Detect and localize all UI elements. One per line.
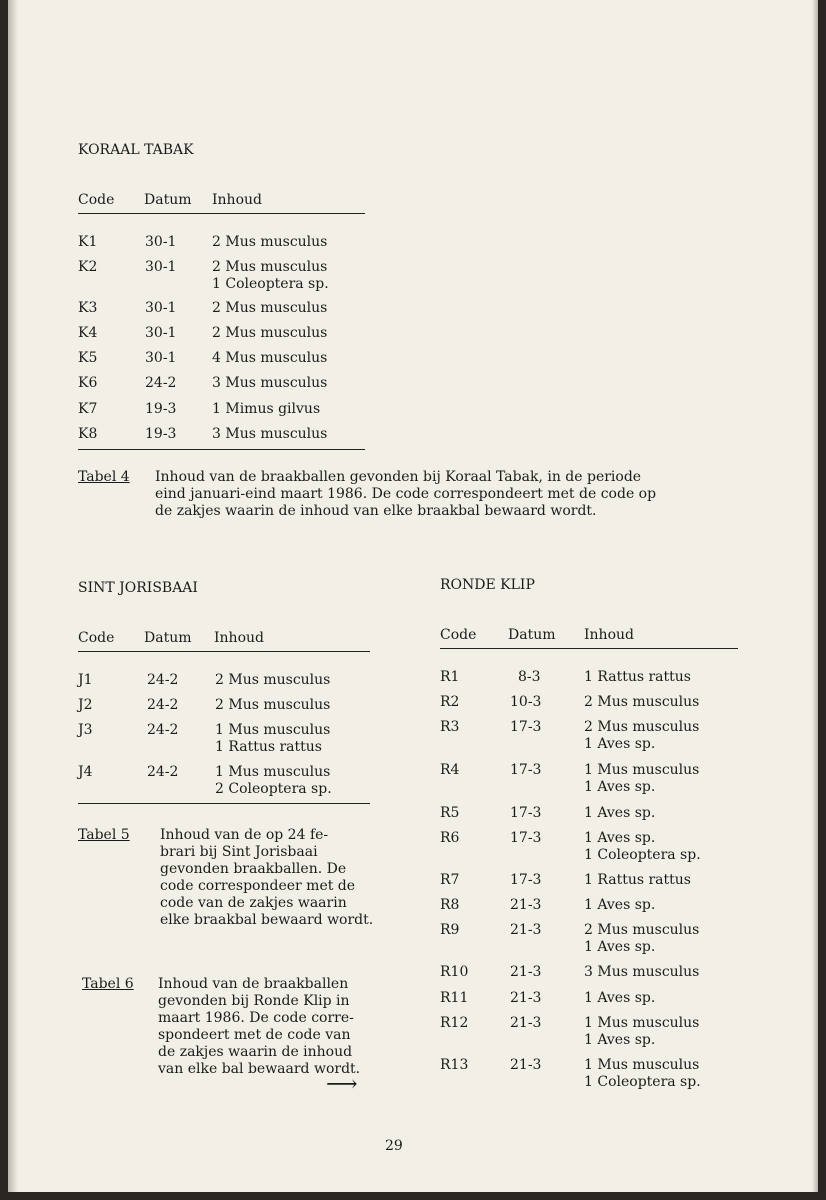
koraal-row-item: 3 Mus musculus: [212, 426, 328, 442]
koraal-title: KORAAL TABAK: [78, 142, 194, 158]
sint-header-datum: Datum: [144, 630, 192, 646]
ronde-row-code: R12: [440, 1015, 469, 1031]
sint-row-item: 1 Rattus rattus: [215, 739, 322, 755]
ronde-header-rule: [440, 648, 738, 649]
ronde-row-item: 1 Mus musculus: [584, 1015, 700, 1031]
ronde-header-code: Code: [440, 627, 477, 643]
koraal-row-datum: 19-3: [145, 401, 177, 417]
koraal-header-rule: [78, 213, 365, 214]
koraal-row-datum: 19-3: [145, 426, 177, 442]
koraal-row-item: 1 Mimus gilvus: [212, 401, 321, 417]
koraal-header-datum: Datum: [144, 192, 192, 208]
koraal-row-item: 2 Mus musculus: [212, 259, 328, 275]
koraal-row-item: 2 Mus musculus: [212, 300, 328, 316]
koraal-row-item: 3 Mus musculus: [212, 375, 328, 391]
ronde-row-datum: 10-3: [510, 694, 542, 710]
ronde-row-datum: 21-3: [510, 1057, 542, 1073]
sint-row-item: 1 Mus musculus: [215, 722, 331, 738]
tabel4-label: Tabel 4: [78, 469, 130, 485]
ronde-row-code: R11: [440, 990, 469, 1006]
sint-row-code: J4: [78, 764, 93, 780]
ronde-row-code: R6: [440, 830, 460, 846]
ronde-row-item: 1 Aves sp.: [584, 805, 656, 821]
koraal-row-code: K2: [78, 259, 98, 275]
ronde-header-inhoud: Inhoud: [584, 627, 634, 643]
ronde-row-code: R3: [440, 719, 460, 735]
koraal-row-code: K1: [78, 234, 98, 250]
tabel5-caption-line: code correspondeer met de: [160, 878, 356, 894]
tabel6-caption-line: de zakjes waarin de inhoud: [158, 1044, 353, 1060]
ronde-row-code: R1: [440, 669, 460, 685]
ronde-row-code: R8: [440, 897, 460, 913]
ronde-row-item: 1 Aves sp.: [584, 736, 656, 752]
page-edge: [812, 0, 818, 1192]
sint-row-item: 2 Coleoptera sp.: [215, 781, 332, 797]
koraal-bottom-rule: [78, 449, 365, 450]
tabel6-caption-line: maart 1986. De code corre-: [158, 1010, 354, 1026]
tabel6-caption-line: spondeert met de code van: [158, 1027, 351, 1043]
koraal-header-inhoud: Inhoud: [212, 192, 262, 208]
sint-row-datum: 24-2: [147, 764, 179, 780]
tabel5-label: Tabel 5: [78, 827, 130, 843]
sint-header-code: Code: [78, 630, 115, 646]
sint-row-code: J2: [78, 697, 93, 713]
koraal-row-code: K8: [78, 426, 98, 442]
ronde-row-code: R13: [440, 1057, 469, 1073]
ronde-row-code: R2: [440, 694, 460, 710]
sint-title: SINT JORISBAAI: [78, 580, 198, 596]
sint-row-item: 2 Mus musculus: [215, 672, 331, 688]
tabel6-caption-line: gevonden bij Ronde Klip in: [158, 993, 350, 1009]
ronde-row-item: 1 Aves sp.: [584, 779, 656, 795]
ronde-row-item: 1 Coleoptera sp.: [584, 1074, 701, 1090]
binding-gutter: [8, 0, 18, 1192]
tabel5-caption-line: brari bij Sint Jorisbaai: [160, 844, 318, 860]
ronde-row-code: R9: [440, 922, 460, 938]
koraal-row-code: K6: [78, 375, 98, 391]
ronde-row-item: 1 Aves sp.: [584, 830, 656, 846]
sint-row-code: J1: [78, 672, 93, 688]
koraal-row-datum: 30-1: [145, 300, 177, 316]
koraal-row-item: 4 Mus musculus: [212, 350, 328, 366]
sint-header-inhoud: Inhoud: [214, 630, 264, 646]
koraal-row-code: K7: [78, 401, 98, 417]
ronde-row-datum: 17-3: [510, 830, 542, 846]
ronde-row-datum: 17-3: [510, 719, 542, 735]
ronde-row-item: 3 Mus musculus: [584, 964, 700, 980]
ronde-title: RONDE KLIP: [440, 577, 535, 593]
koraal-row-code: K3: [78, 300, 98, 316]
ronde-row-datum: 21-3: [510, 990, 542, 1006]
ronde-row-item: 2 Mus musculus: [584, 922, 700, 938]
ronde-row-code: R5: [440, 805, 460, 821]
sint-row-item: 2 Mus musculus: [215, 697, 331, 713]
ronde-row-item: 1 Aves sp.: [584, 1032, 656, 1048]
koraal-row-code: K4: [78, 325, 98, 341]
ronde-row-item: 1 Mus musculus: [584, 1057, 700, 1073]
sint-row-datum: 24-2: [147, 672, 179, 688]
ronde-header-datum: Datum: [508, 627, 556, 643]
tabel6-caption-line: van elke bal bewaard wordt.: [158, 1061, 361, 1077]
koraal-row-datum: 30-1: [145, 234, 177, 250]
ronde-row-datum: 21-3: [510, 922, 542, 938]
document-page: [8, 0, 818, 1192]
koraal-row-datum: 30-1: [145, 350, 177, 366]
koraal-row-datum: 30-1: [145, 259, 177, 275]
ronde-row-item: 1 Mus musculus: [584, 762, 700, 778]
ronde-row-item: 2 Mus musculus: [584, 694, 700, 710]
ronde-row-datum: 21-3: [510, 964, 542, 980]
ronde-row-datum: 17-3: [510, 872, 542, 888]
ronde-row-code: R7: [440, 872, 460, 888]
ronde-row-datum: 21-3: [510, 1015, 542, 1031]
koraal-row-item: 2 Mus musculus: [212, 325, 328, 341]
ronde-row-item: 1 Coleoptera sp.: [584, 847, 701, 863]
koraal-row-item: 1 Coleoptera sp.: [212, 276, 329, 292]
koraal-row-datum: 24-2: [145, 375, 177, 391]
koraal-row-code: K5: [78, 350, 98, 366]
ronde-row-datum: 21-3: [510, 897, 542, 913]
tabel5-caption-line: Inhoud van de op 24 fe-: [160, 827, 329, 843]
sint-bottom-rule: [78, 803, 370, 804]
tabel6-caption-line: Inhoud van de braakballen: [158, 976, 349, 992]
arrow-right-icon: ⟶: [326, 1072, 358, 1097]
sint-row-code: J3: [78, 722, 93, 738]
tabel4-caption-line: de zakjes waarin de inhoud van elke braakbal bewaard wordt.: [155, 503, 597, 519]
ronde-row-item: 1 Rattus rattus: [584, 669, 691, 685]
ronde-row-item: 1 Aves sp.: [584, 897, 656, 913]
ronde-row-item: 2 Mus musculus: [584, 719, 700, 735]
ronde-row-datum: 17-3: [510, 762, 542, 778]
sint-header-rule: [78, 651, 370, 652]
tabel6-label: Tabel 6: [82, 976, 134, 992]
ronde-row-item: 1 Rattus rattus: [584, 872, 691, 888]
ronde-row-item: 1 Aves sp.: [584, 939, 656, 955]
ronde-row-code: R4: [440, 762, 460, 778]
ronde-row-item: 1 Aves sp.: [584, 990, 656, 1006]
tabel5-caption-line: gevonden braakballen. De: [160, 861, 347, 877]
sint-row-datum: 24-2: [147, 722, 179, 738]
sint-row-datum: 24-2: [147, 697, 179, 713]
tabel4-caption-line: Inhoud van de braakballen gevonden bij Koraal Tabak, in de periode: [155, 469, 642, 485]
ronde-row-datum: 8-3: [518, 669, 541, 685]
ronde-row-code: R10: [440, 964, 469, 980]
koraal-header-code: Code: [78, 192, 115, 208]
tabel5-caption-line: elke braakbal bewaard wordt.: [160, 912, 374, 928]
koraal-row-datum: 30-1: [145, 325, 177, 341]
tabel5-caption-line: code van de zakjes waarin: [160, 895, 347, 911]
sint-row-item: 1 Mus musculus: [215, 764, 331, 780]
tabel4-caption-line: eind januari-eind maart 1986. De code correspondeert met de code op: [155, 486, 657, 502]
page-number: 29: [385, 1138, 403, 1154]
koraal-row-item: 2 Mus musculus: [212, 234, 328, 250]
ronde-row-datum: 17-3: [510, 805, 542, 821]
